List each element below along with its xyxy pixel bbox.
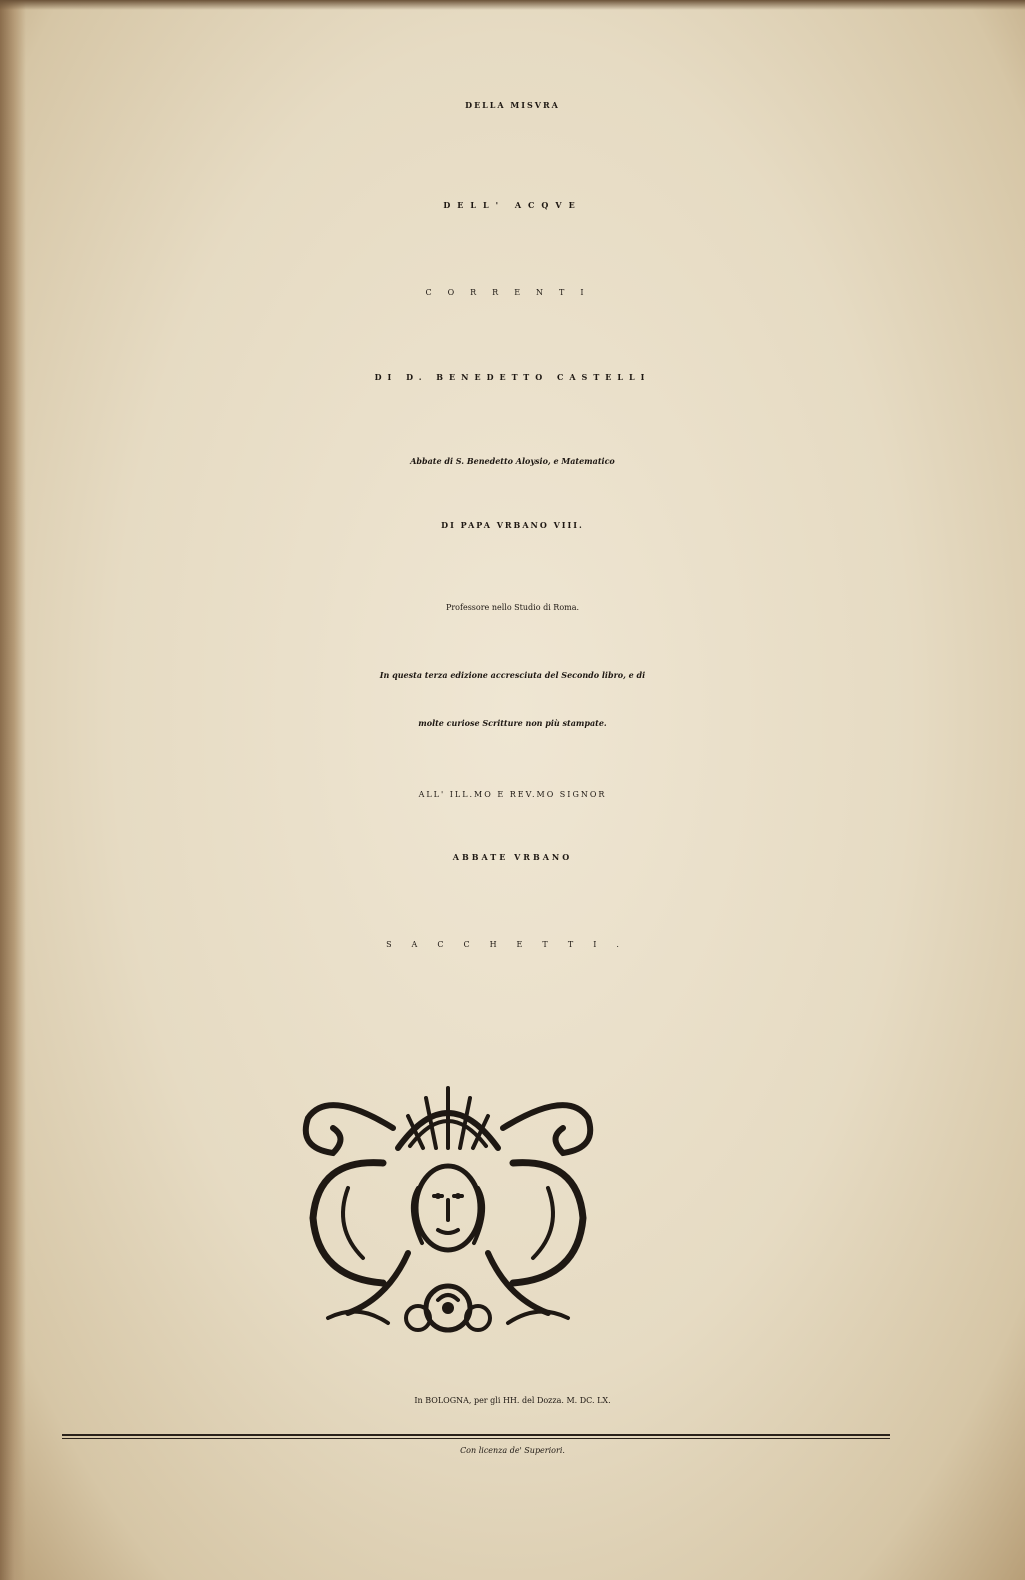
dedication-line: ALL' ILL.MO E REV.MO SIGNOR — [418, 790, 607, 799]
printers-ornament-icon — [288, 1068, 608, 1348]
position-line: Professore nello Studio di Roma. — [445, 603, 580, 612]
title-line-2: DELL' ACQVE — [443, 200, 582, 210]
dedicatee-line-1: ABBATE VRBANO — [452, 852, 573, 862]
imprint-rule — [62, 1434, 890, 1439]
author-title-line: Abbate di S. Benedetto Aloysio, e Matematico — [410, 456, 615, 466]
license-line: Con licenza de' Superiori. — [460, 1446, 565, 1455]
edition-line-2: molte curiose Scritture non più stampate. — [418, 718, 607, 728]
imprint-line: In BOLOGNA, per gli HH. del Dozza. M. DC. LX. — [414, 1396, 611, 1405]
page-top-edge — [0, 0, 1025, 10]
title-line-3: CORRENTI — [425, 288, 600, 297]
author-line: DI D. BENEDETTO CASTELLI — [374, 372, 651, 382]
patron-line: DI PAPA VRBANO VIII. — [441, 520, 584, 530]
dedicatee-line-2: SACCHETTI. — [386, 940, 639, 949]
edition-line-1: In questa terza edizione accresciuta del Secondo libro, e di — [379, 670, 646, 680]
title-line-1: DELLA MISVRA — [465, 100, 560, 110]
